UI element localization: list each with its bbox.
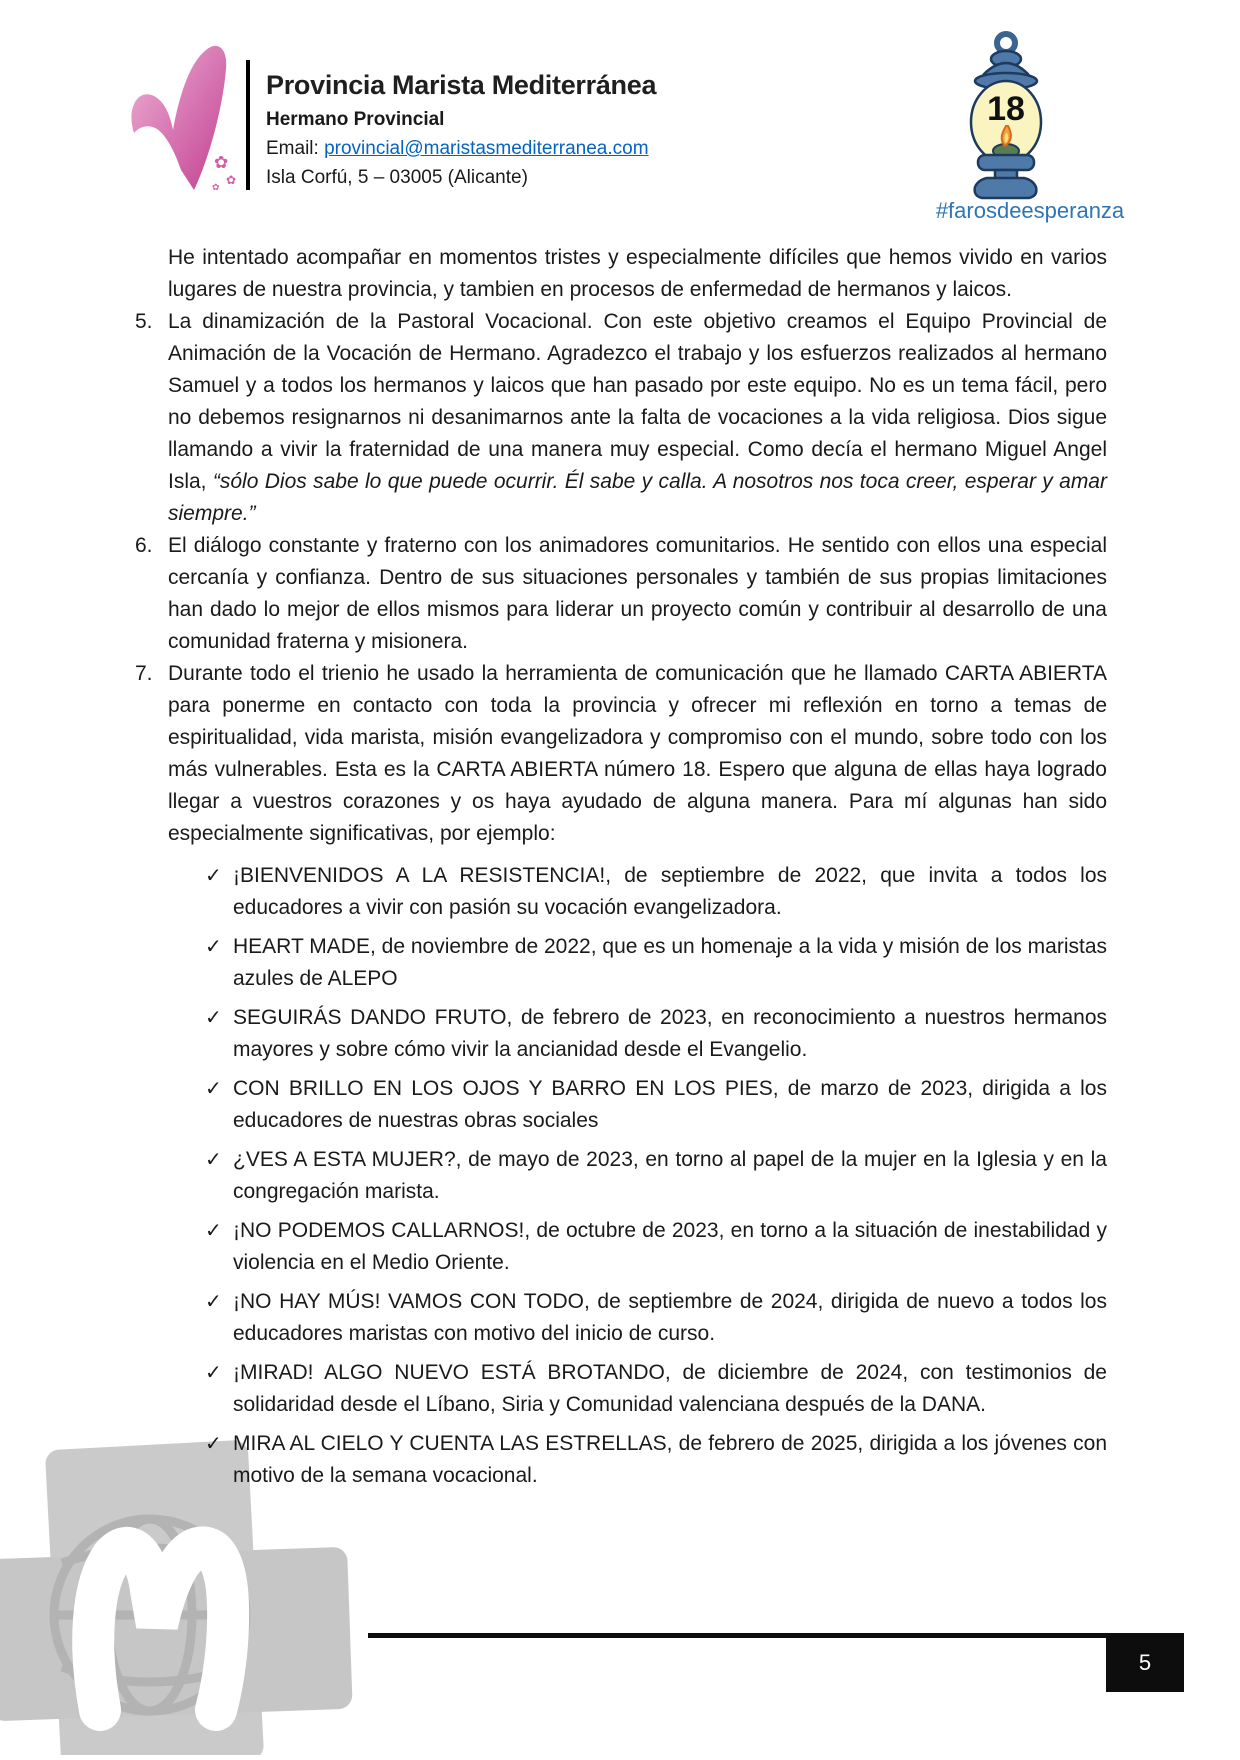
list-item-text: ¡MIRAD! ALGO NUEVO ESTÁ BROTANDO, de diciembre de 2024, con testimonios de solidaridad desde el Líbano, Siria y Comunidad valenciana después de la DANA. [233, 1361, 1107, 1416]
list-item-text: SEGUIRÁS DANDO FRUTO, de febrero de 2023, en reconocimiento a nuestros hermanos mayores y sobre cómo vivir la ancianidad desde el Evangelio. [233, 1006, 1107, 1061]
lantern-18-icon [948, 30, 1063, 207]
footer-rule [368, 1633, 1184, 1638]
org-name: Provincia Marista Mediterránea [266, 70, 657, 100]
list-item [205, 931, 1107, 995]
page-number: 5 [1138, 1649, 1152, 1675]
check-icon: ✓ [205, 936, 222, 958]
list-item [205, 1073, 1107, 1137]
list-item-text: MIRA AL CIELO Y CUENTA LAS ESTRELLAS, de febrero de 2025, dirigida a los jóvenes con motivo de la semana vocacional. [233, 1432, 1107, 1487]
list-item [205, 1357, 1107, 1421]
email-label: Email: [266, 137, 325, 159]
email-line [266, 138, 656, 160]
item-number: 5. [135, 310, 153, 333]
check-icon: ✓ [205, 1007, 222, 1029]
role-title: Hermano Provincial [266, 109, 445, 131]
item-number: 7. [135, 662, 153, 685]
list-item [205, 1428, 1107, 1492]
check-icon: ✓ [205, 1078, 222, 1100]
address-line: Isla Corfú, 5 – 03005 (Alicante) [266, 166, 528, 188]
item-text [168, 306, 1107, 530]
svg-text:✿: ✿ [212, 182, 220, 192]
item-quote: “sólo Dios sabe lo que puede ocurrir. Él sabe y calla. A nosotros nos toca creer, esperar y amar siempre.” [168, 470, 1107, 525]
numbered-item-6 [135, 530, 1107, 658]
item-text [168, 658, 1107, 850]
list-item [205, 1002, 1107, 1066]
list-item [205, 1215, 1107, 1279]
header-divider [246, 60, 250, 190]
check-icon: ✓ [205, 1220, 222, 1242]
list-item-text: CON BRILLO EN LOS OJOS Y BARRO EN LOS PIES, de marzo de 2023, dirigida a los educadores de nuestras obras sociales [233, 1077, 1107, 1132]
numbered-item-5 [135, 306, 1107, 530]
numbered-item-7 [135, 658, 1107, 850]
list-item-text: ¡NO HAY MÚS! VAMOS CON TODO, de septiembre de 2024, dirigida de nuevo a todos los educadores maristas con motivo del inicio de curso. [233, 1290, 1107, 1345]
check-icon: ✓ [205, 1433, 222, 1455]
list-item-text: ¡NO PODEMOS CALLARNOS!, de octubre de 2023, en torno a la situación de inestabilidad y violencia en el Medio Oriente. [233, 1219, 1107, 1274]
list-item [205, 1286, 1107, 1350]
lantern-number: 18 [987, 90, 1025, 128]
check-icon: ✓ [205, 1362, 222, 1384]
item-text [168, 530, 1107, 658]
check-icon: ✓ [205, 865, 222, 887]
item-number: 6. [135, 534, 153, 557]
item-text-normal: Durante todo el trienio he usado la herramienta de comunicación que he llamado CARTA ABIERTA para ponerme en contacto con toda la provincia y ofrecer mi reflexión en torno a temas de espiritualidad, vida marista, misión evangelizadora y compromiso con el mundo, sobre todo con los más vulnerables. Esta es la CARTA ABIERTA número 18. Espero que alguna de ellas haya logrado llegar a vuestros corazones y os haya ayudado de alguna manera. Para mí algunas han sido especialmente significativas, por ejemplo: [168, 662, 1107, 845]
list-item [205, 1144, 1107, 1208]
list-item-text: HEART MADE, de noviembre de 2022, que es un homenaje a la vida y misión de los maristas azules de ALEPO [233, 935, 1107, 990]
svg-text:✿: ✿ [226, 173, 237, 187]
carta-abierta-list [205, 860, 1107, 1492]
flower-ornament: ✿ [214, 153, 229, 172]
list-item [205, 860, 1107, 924]
check-icon: ✓ [205, 1149, 222, 1171]
item-text-normal: La dinamización de la Pastoral Vocacional. Con este objetivo creamos el Equipo Provincial de Animación de la Vocación de Hermano. Agradezco el trabajo y los esfuerzos realizados al hermano Samuel y a todos los hermanos y laicos que han pasado por este equipo. No es un tema fácil, pero no debemos resignarnos ni desanimarnos ante la falta de vocaciones a la vida religiosa. Dios sigue llamando a vivir la fraternidad de una manera muy especial. Como decía el hermano Miguel Angel Isla, [168, 310, 1107, 493]
marista-heart-logo-icon [118, 38, 243, 203]
list-item-text: ¡BIENVENIDOS A LA RESISTENCIA!, de septiembre de 2022, que invita a todos los educadores a vivir con pasión su vocación evangelizadora. [233, 864, 1107, 919]
intro-paragraph: He intentado acompañar en momentos tristes y especialmente difíciles que hemos vivido en varios lugares de nuestra provincia, y tambien en procesos de enfermedad de hermanos y laicos. [168, 246, 1107, 301]
email-link[interactable]: provincial@maristasmediterranea.com [324, 137, 649, 159]
list-item-text: ¿VES A ESTA MUJER?, de mayo de 2023, en torno al papel de la mujer en la Iglesia y en la congregación marista. [233, 1148, 1107, 1203]
check-icon: ✓ [205, 1291, 222, 1313]
letter-body [135, 242, 1107, 1499]
page-number-box [1106, 1633, 1184, 1692]
hashtag-farosdeesperanza: #farosdeesperanza [935, 198, 1125, 223]
item-text-normal: El diálogo constante y fraterno con los animadores comunitarios. He sentido con ellos una especial cercanía y confianza. Dentro de sus situaciones personales y también de sus propias limitaciones han dado lo mejor de ellos mismos para liderar un proyecto común y contribuir al desarrollo de una comunidad fraterna y misionera. [168, 534, 1107, 653]
